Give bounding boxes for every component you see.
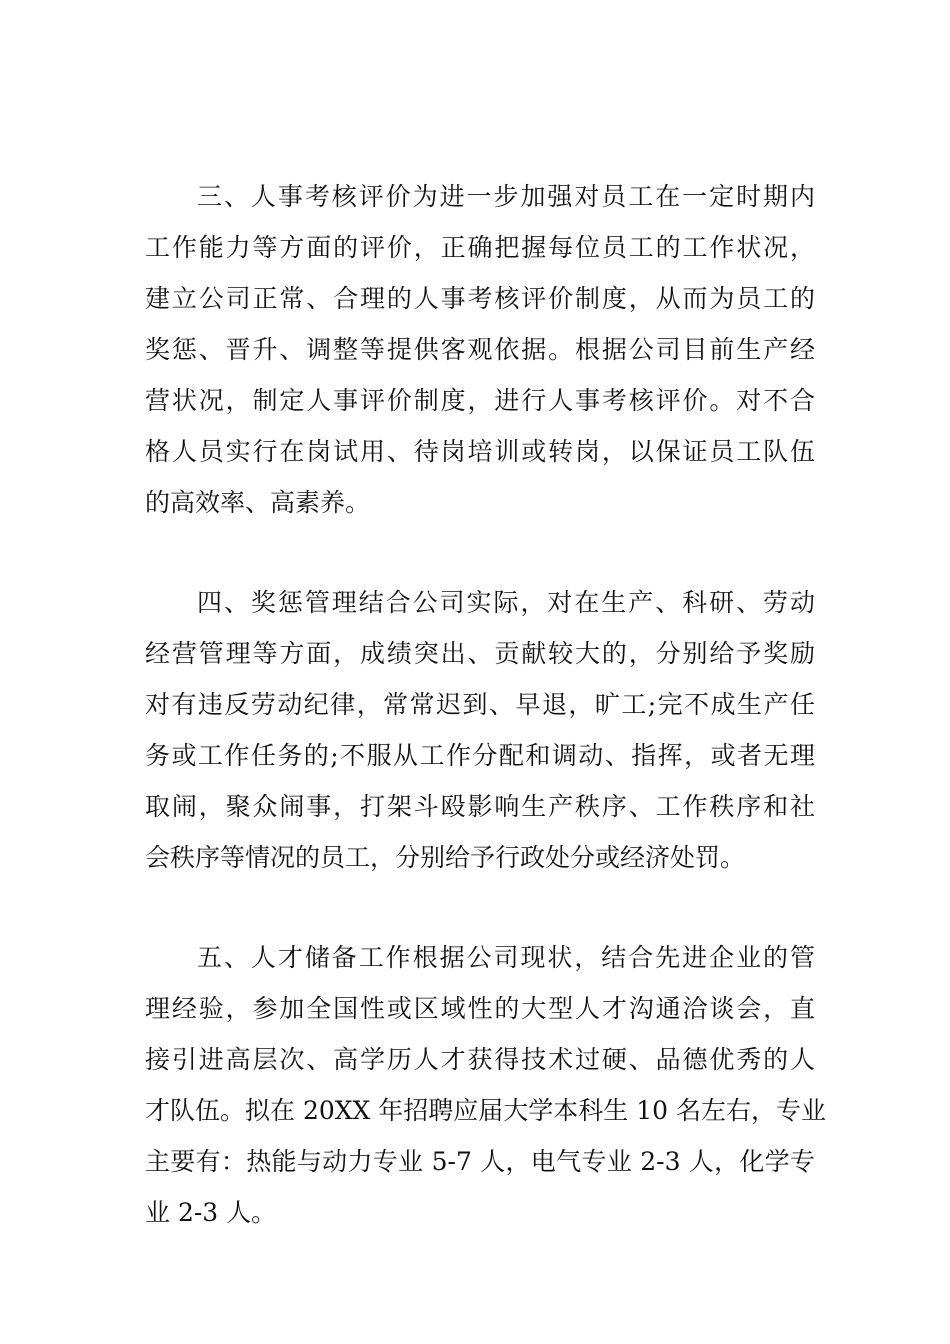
text-line: 格人员实行在岗试用、待岗培训或转岗，以保证员工队伍 [145, 437, 815, 466]
text-line: 业 2-3 人。 [145, 1198, 277, 1227]
text-line: 三、人事考核评价为进一步加强对员工在一定时期内 [197, 182, 815, 211]
text-line: 的高效率、高素养。 [145, 488, 371, 517]
text-line: 营状况，制定人事评价制度，进行人事考核评价。对不合 [145, 386, 815, 415]
text-line: 五、人才储备工作根据公司现状，结合先进企业的管 [197, 943, 815, 972]
text-line: 经营管理等方面，成绩突出、贡献较大的，分别给予奖励 [145, 639, 815, 668]
text-line: 会秩序等情况的员工，分别给予行政处分或经济处罚。 [145, 843, 746, 872]
text-line: 奖惩、晋升、调整等提供客观依据。根据公司目前生产经 [145, 335, 815, 364]
text-line: 接引进高层次、高学历人才获得技术过硬、品德优秀的人 [145, 1045, 815, 1074]
text-line: 理经验，参加全国性或区域性的大型人才沟通洽谈会，直 [145, 994, 815, 1023]
text-line: 才队伍。拟在 20XX 年招聘应届大学本科生 10 名左右，专业 [145, 1096, 827, 1125]
text-line: 主要有：热能与动力专业 5-7 人，电气专业 2-3 人，化学专 [145, 1147, 815, 1176]
text-line: 对有违反劳动纪律，常常迟到、早退，旷工;完不成生产任 [145, 690, 815, 719]
text-line: 四、奖惩管理结合公司实际，对在生产、科研、劳动 [197, 588, 815, 617]
text-line: 工作能力等方面的评价，正确把握每位员工的工作状况， [145, 233, 815, 262]
text-line: 建立公司正常、合理的人事考核评价制度，从而为员工的 [145, 284, 815, 313]
text-line: 取闹，聚众闹事，打架斗殴影响生产秩序、工作秩序和社 [145, 792, 815, 821]
text-line: 务或工作任务的;不服从工作分配和调动、指挥，或者无理 [145, 741, 815, 770]
